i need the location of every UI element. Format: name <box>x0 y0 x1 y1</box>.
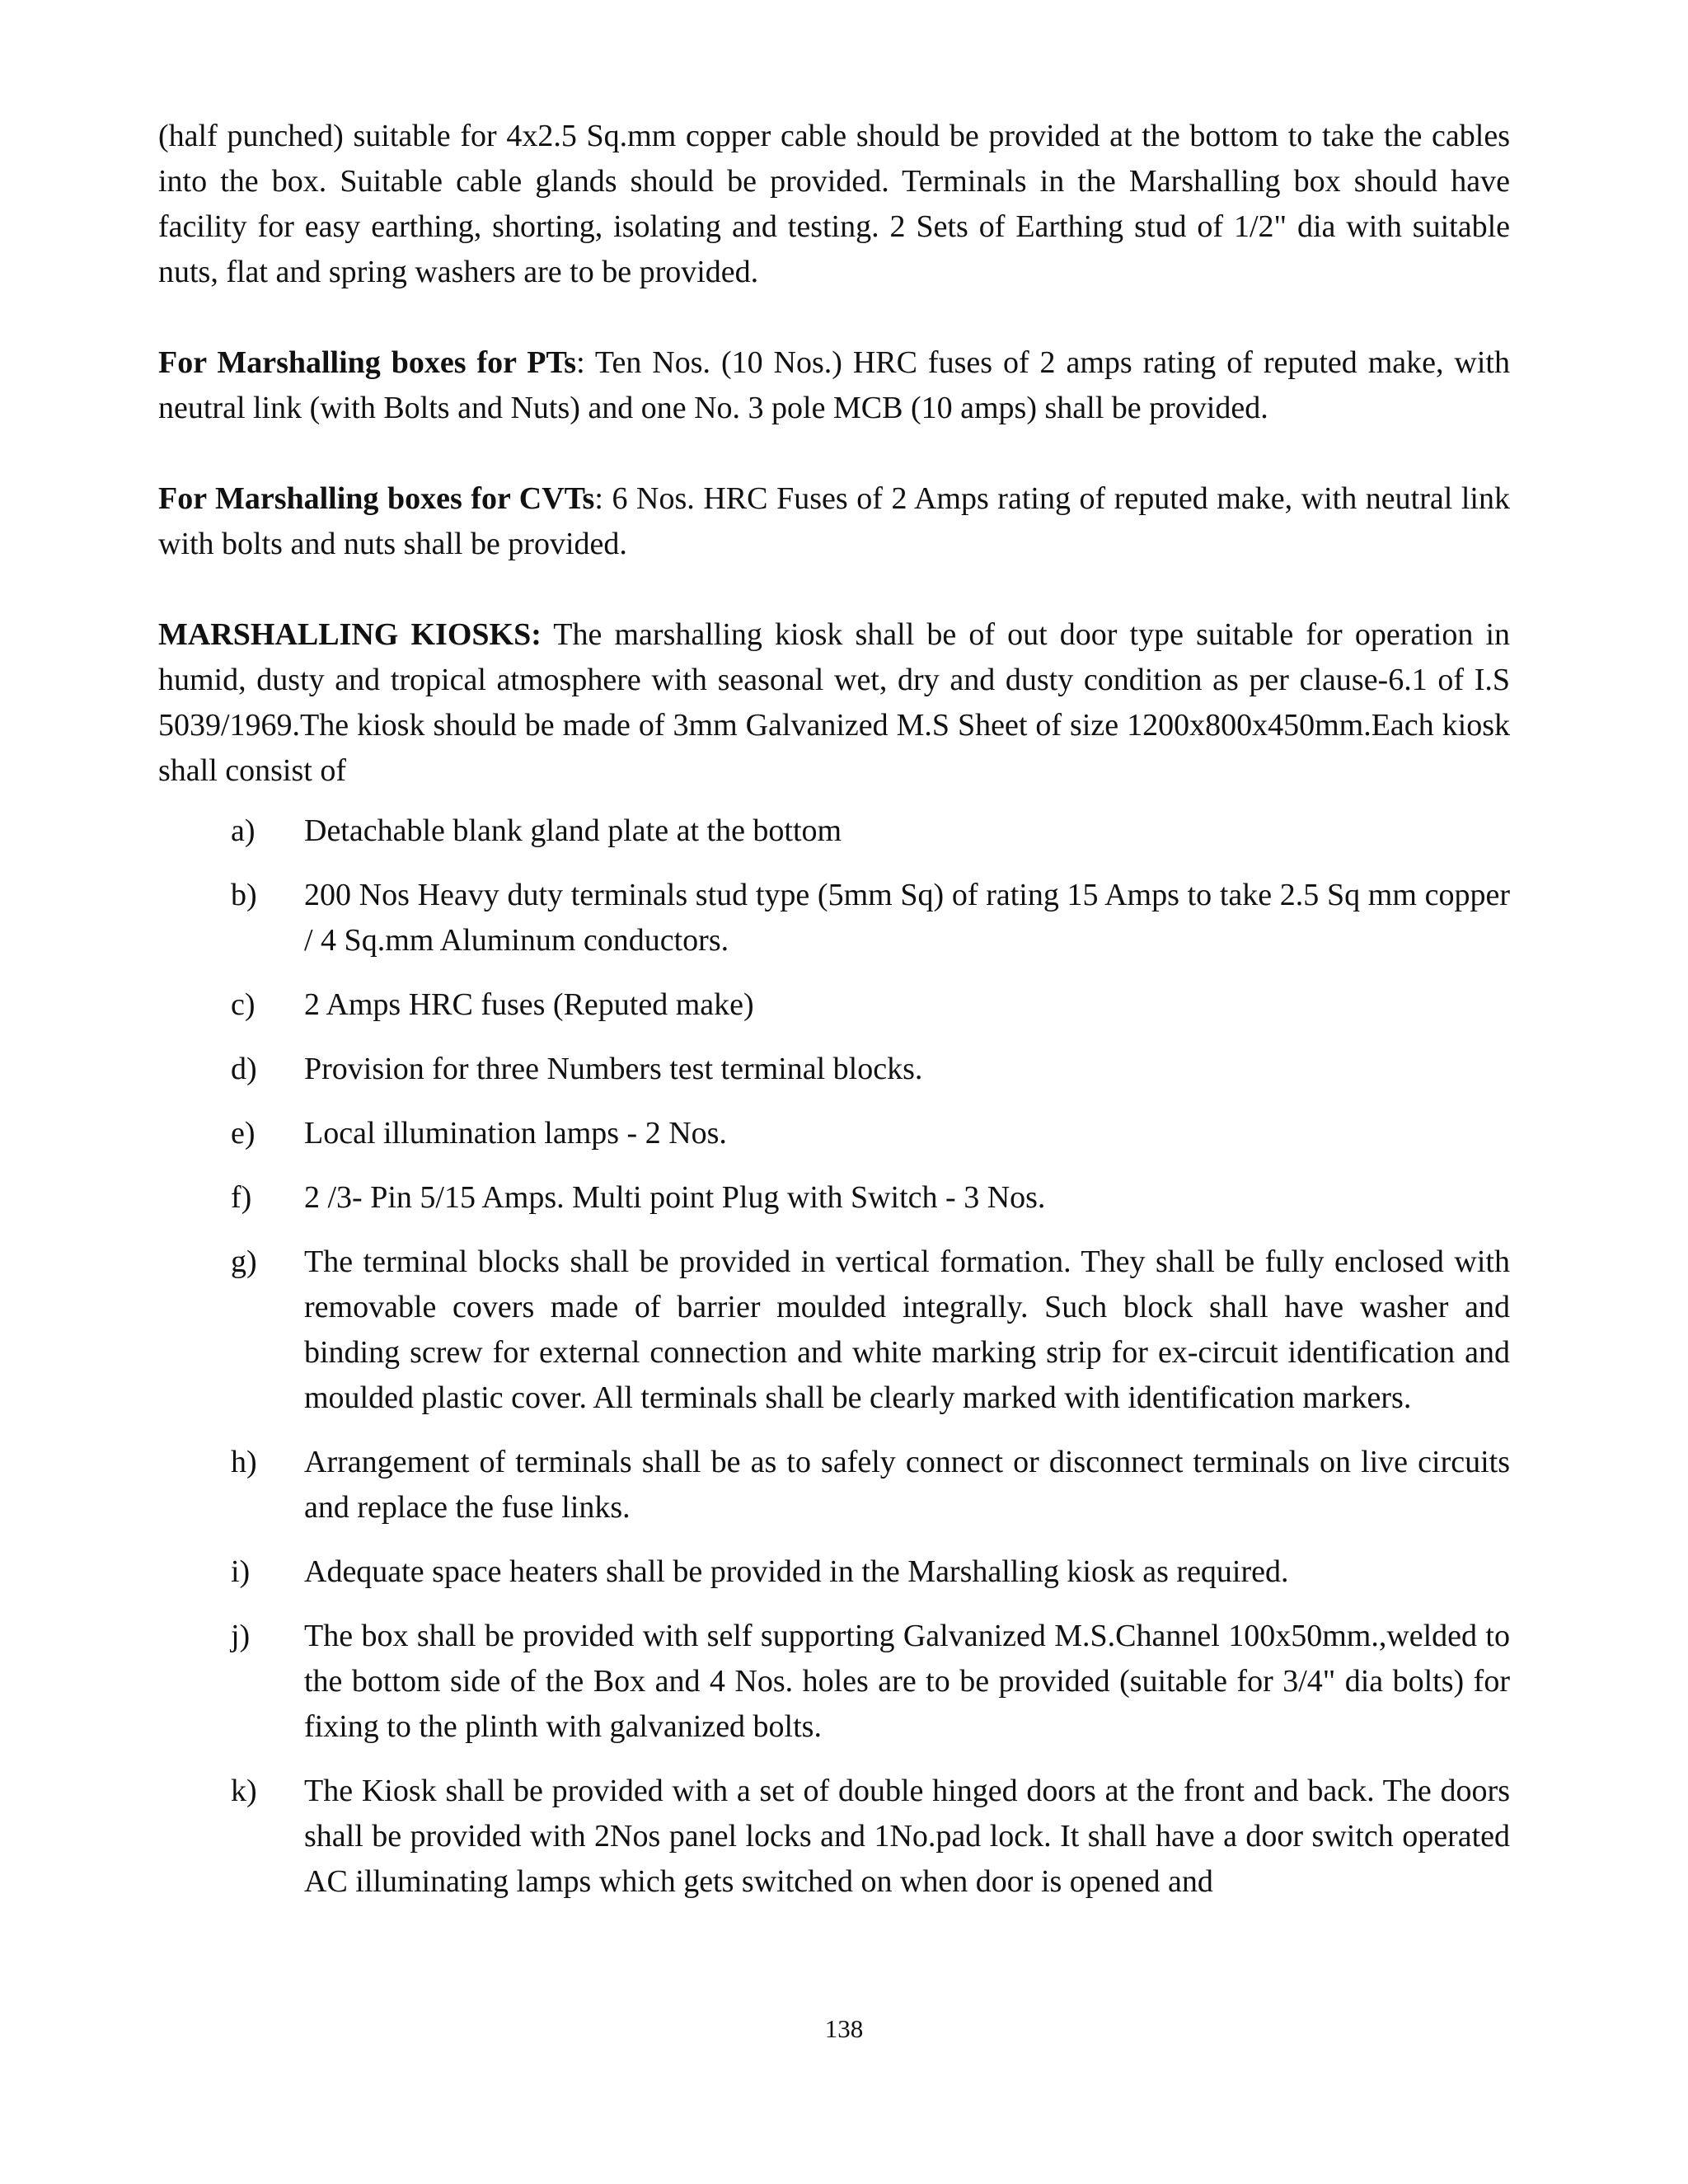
cvt-boxes-heading: For Marshalling boxes for CVTs <box>158 481 595 516</box>
marshalling-kiosks-text: The marshalling kiosk shall be of out door type suitable for operation in humid, dusty and tropical atmosphere with seasonal wet, dry and dusty condition as per clause-6.1 of I.S 5039/1969.The kiosk should be made of 3mm Galvanized M.S Sheet of size 1200x800x450mm.Each kiosk shall consist of <box>158 617 1510 788</box>
list-item <box>158 808 1510 854</box>
list-item-marker: b) <box>231 878 257 912</box>
list-item <box>158 873 1510 963</box>
pt-boxes-text: : Ten Nos. (10 Nos.) HRC fuses of 2 amps rating of reputed make, with neutral link (with Bolts and Nuts) and one No. 3 pole MCB (10 amps) shall be provided. <box>158 345 1510 425</box>
paragraph-cvt-boxes <box>158 476 1510 567</box>
list-item-text: Adequate space heaters shall be provided in the Marshalling kiosk as required. <box>304 1554 1289 1589</box>
list-item <box>158 1614 1510 1750</box>
list-item <box>158 1111 1510 1156</box>
list-item <box>158 1175 1510 1221</box>
list-item-marker: i) <box>231 1554 251 1589</box>
marshalling-kiosks-heading: MARSHALLING KIOSKS: <box>158 617 542 652</box>
list-item-text: 200 Nos Heavy duty terminals stud type (5mm Sq) of rating 15 Amps to take 2.5 Sq mm copper / 4 Sq.mm Aluminum conductors. <box>304 878 1510 958</box>
list-item-text: Local illumination lamps - 2 Nos. <box>304 1116 727 1151</box>
cvt-boxes-text: : 6 Nos. HRC Fuses of 2 Amps rating of reputed make, with neutral link with bolts and nuts shall be provided. <box>158 481 1510 561</box>
list-item <box>158 1769 1510 1905</box>
list-item-text: 2 /3- Pin 5/15 Amps. Multi point Plug with Switch - 3 Nos. <box>304 1180 1046 1215</box>
list-item-text: The box shall be provided with self supporting Galvanized M.S.Channel 100x50mm.,welded to the bottom side of the Box and 4 Nos. holes are to be provided (suitable for 3/4" dia bolts) for fixing to the plinth with galvanized bolts. <box>304 1619 1510 1744</box>
list-item-marker: e) <box>231 1116 256 1151</box>
list-item <box>158 1240 1510 1421</box>
list-item <box>158 1440 1510 1530</box>
list-item-marker: a) <box>231 813 256 848</box>
paragraph-cable-glands: (half punched) suitable for 4x2.5 Sq.mm copper cable should be provided at the bottom to take the cables into the box. Suitable cable glands should be provided. Terminals in the Marshalling box should have facility for easy earthing, shorting, isolating and testing. 2 Sets of Earthing stud of 1/2" dia with suitable nuts, flat and spring washers are to be provided. <box>158 119 1510 289</box>
document-page <box>158 114 1510 1924</box>
list-item <box>158 982 1510 1028</box>
list-item-text: Provision for three Numbers test terminal blocks. <box>304 1052 923 1086</box>
list-item-text: 2 Amps HRC fuses (Reputed make) <box>304 987 754 1022</box>
kiosk-requirements-list <box>158 808 1510 1905</box>
list-item <box>158 1047 1510 1092</box>
page-number: 138 <box>824 2014 864 2043</box>
list-item <box>158 1549 1510 1595</box>
list-item-marker: k) <box>231 1774 257 1808</box>
list-item-marker: j) <box>231 1619 251 1653</box>
list-item-text: Arrangement of terminals shall be as to safely connect or disconnect terminals on live circuits and replace the fuse links. <box>304 1445 1510 1525</box>
pt-boxes-heading: For Marshalling boxes for PTs <box>158 345 577 380</box>
list-item-marker: g) <box>231 1244 257 1279</box>
list-item-marker: f) <box>231 1180 252 1215</box>
paragraph-marshalling-kiosks <box>158 612 1510 794</box>
list-item-marker: d) <box>231 1052 257 1086</box>
list-item-marker: h) <box>231 1445 257 1479</box>
paragraph-pt-boxes <box>158 340 1510 431</box>
list-item-text: The terminal blocks shall be provided in vertical formation. They shall be fully enclosed with removable covers made of barrier moulded integrally. Such block shall have washer and binding screw for external connection and white marking strip for ex-circuit identification and moulded plastic cover. All terminals shall be clearly marked with identification markers. <box>304 1244 1510 1415</box>
list-item-text: The Kiosk shall be provided with a set of double hinged doors at the front and back. The doors shall be provided with 2Nos panel locks and 1No.pad lock. It shall have a door switch operated AC illuminating lamps which gets switched on when door is opened and <box>304 1774 1510 1899</box>
list-item-marker: c) <box>231 987 256 1022</box>
list-item-text: Detachable blank gland plate at the bottom <box>304 813 842 848</box>
